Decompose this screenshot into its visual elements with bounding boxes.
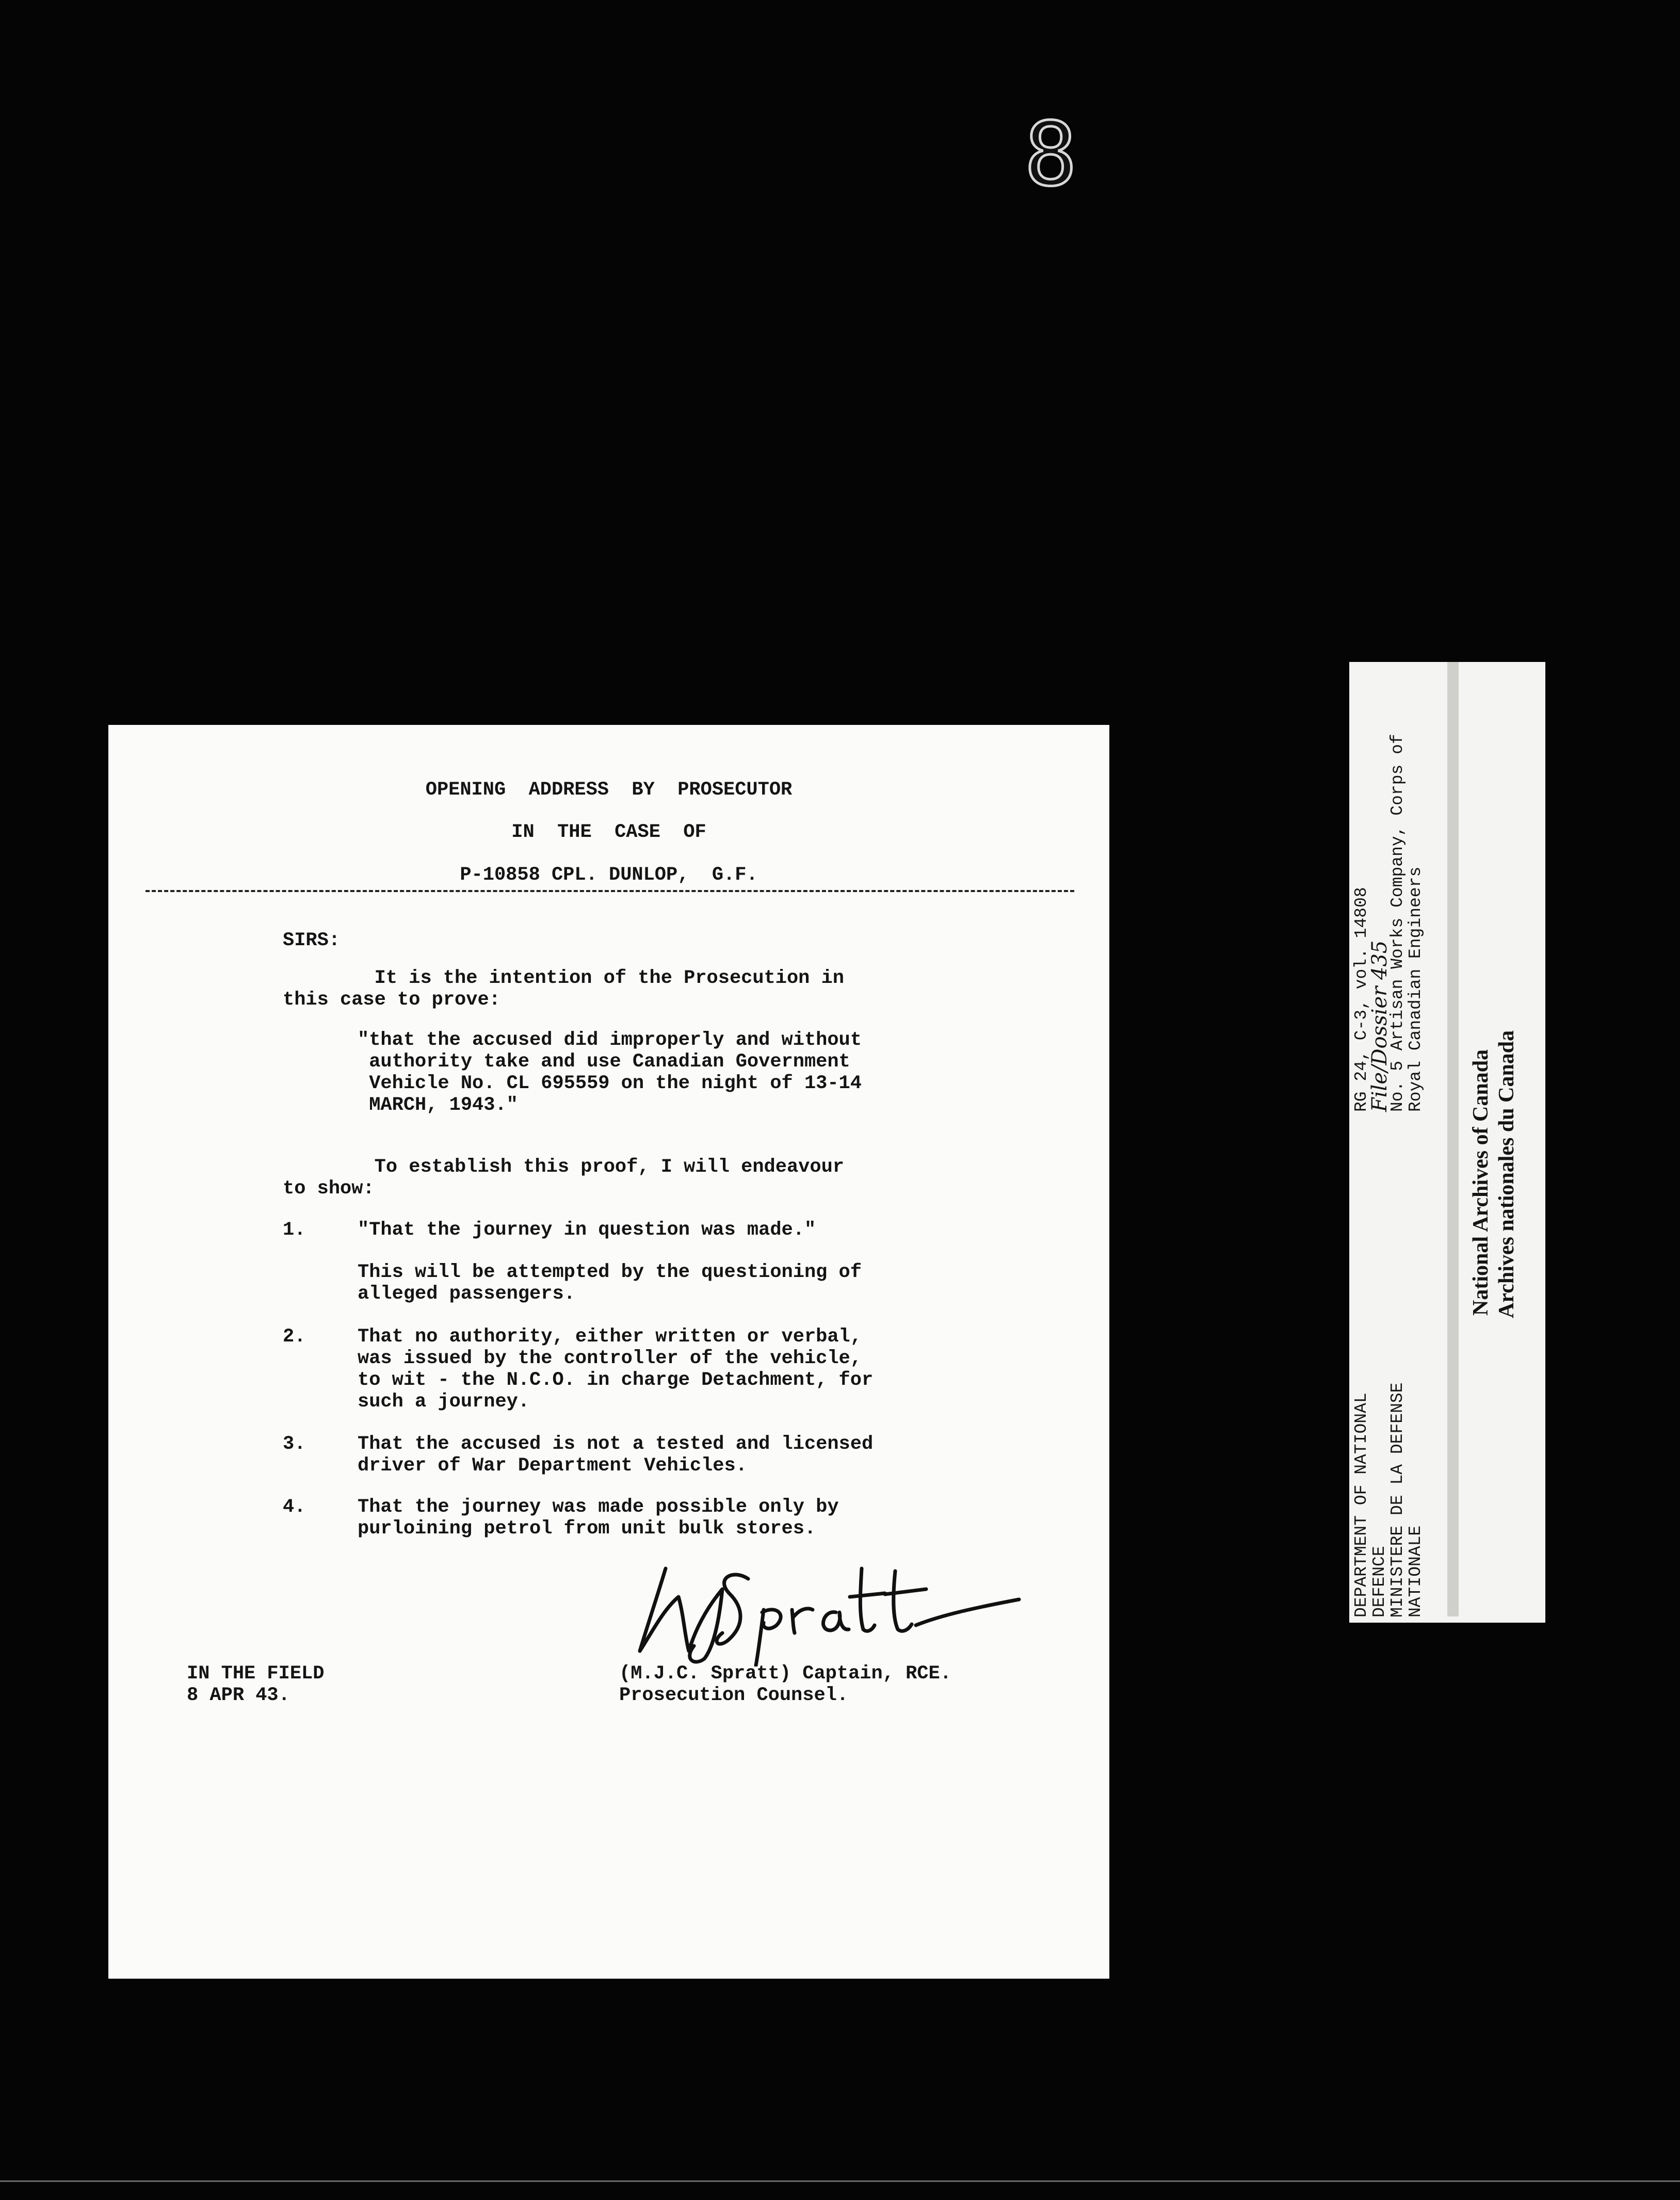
archives-stamp-fr: Archives nationales du Canada [1495,1030,1519,1318]
archives-stamp-en: National Archives of Canada [1469,1049,1493,1316]
point-line: such a journey. [358,1391,530,1413]
point-line: That the journey was made possible only by [358,1496,839,1518]
intro-line-1: It is the intention of the Prosecution in [283,967,844,989]
date-line: 8 APR 43. [187,1685,290,1706]
frame-number: 8 [1024,104,1077,206]
point-line: driver of War Department Vehicles. [358,1455,747,1477]
doc-title-line-3: P-10858 CPL. DUNLOP, G.F. [460,864,758,886]
signatory-role: Prosecution Counsel. [619,1685,849,1706]
handwritten-signature [627,1548,1029,1667]
intro-line-2: this case to prove: [283,989,500,1011]
label-ref-line-3: No. 5 Artisan Works Company, Corps of [1388,734,1407,1112]
label-ref-line-4: Royal Canadian Engineers [1406,866,1425,1112]
doc-title-line-2: IN THE CASE OF [511,821,706,843]
point-line: "That the journey in question was made." [358,1219,816,1241]
point-line: That the accused is not a tested and licensed [358,1433,874,1455]
quote-line-1: "that the accused did improperly and without [358,1029,862,1051]
place-line: IN THE FIELD [187,1663,325,1685]
salutation: SIRS: [283,930,341,951]
point-line: was issued by the controller of the vehicle, [358,1348,862,1369]
point-line: That no authority, either written or verbal, [358,1326,862,1348]
film-edge-line [0,2180,1680,2182]
label-dept-line-2: DEFENCE [1370,1546,1389,1617]
point-number: 1. [283,1219,306,1241]
quote-line-3: Vehicle No. CL 695559 on the night of 13-14 [358,1073,862,1094]
signatory-name: (M.J.C. Spratt) Captain, RCE. [619,1663,951,1685]
point-line: alleged passengers. [358,1283,575,1305]
quote-line-4: MARCH, 1943." [358,1094,518,1116]
establish-line-2: to show: [283,1178,375,1200]
dashed-divider [146,890,1074,892]
point-line: purloining petrol from unit bulk stores. [358,1518,816,1540]
label-ref-line-2: File/Dossier 435 [1368,940,1392,1112]
label-dept-line-1: DEPARTMENT OF NATIONAL [1352,1393,1371,1617]
label-ref-line-1: RG 24, C-3, vol. 14808 [1352,887,1371,1112]
doc-title-line-1: OPENING ADDRESS BY PROSECUTOR [425,779,793,801]
label-dept-line-4: NATIONALE [1406,1525,1425,1617]
quote-line-2: authority take and use Canadian Government [358,1051,850,1073]
point-line: This will be attempted by the questioning of [358,1261,862,1283]
point-number: 4. [283,1496,306,1518]
point-line: to wit - the N.C.O. in charge Detachment, for [358,1369,874,1391]
label-dept-line-3: MINISTERE DE LA DEFENSE [1388,1382,1407,1617]
document-page [108,725,1109,1979]
establish-line-1: To establish this proof, I will endeavour [283,1156,844,1178]
point-number: 2. [283,1326,306,1348]
point-number: 3. [283,1433,306,1455]
label-edge [1447,662,1459,1616]
